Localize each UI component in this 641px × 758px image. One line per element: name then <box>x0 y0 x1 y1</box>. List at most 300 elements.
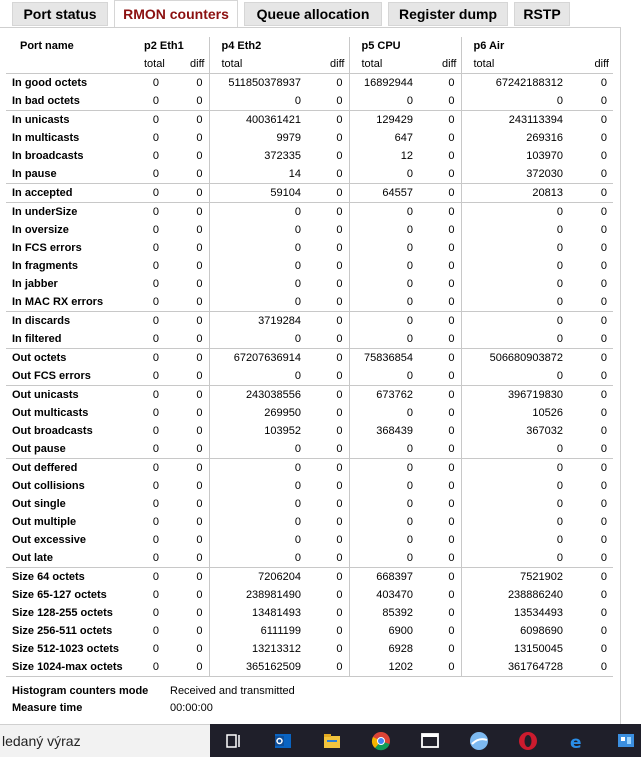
diff-cell: 0 <box>336 150 343 162</box>
diff-cell: 0 <box>448 498 455 510</box>
diff-cell: 0 <box>448 407 455 419</box>
total-cell: 0 <box>349 513 425 531</box>
total-cell: 269950 <box>209 404 313 422</box>
diff-cell: 0 <box>313 74 349 93</box>
tab-register-dump[interactable]: Register dump <box>388 2 508 26</box>
table-row <box>6 221 613 239</box>
diff-cell: 0 <box>448 589 455 601</box>
diff-cell: 0 <box>600 296 607 308</box>
total-cell: 0 <box>349 495 425 513</box>
total-cell: 0 <box>209 293 313 312</box>
total-cell: 0 <box>152 480 159 492</box>
tab-rmon-counters[interactable]: RMON counters <box>114 0 238 28</box>
total-cell: 0 <box>349 293 425 312</box>
diff-cell: 0 <box>196 443 203 455</box>
diff-cell: 0 <box>575 349 613 368</box>
total-cell: 0 <box>152 534 159 546</box>
total-cell: 0 <box>461 221 575 239</box>
control-panel-icon[interactable] <box>616 731 636 751</box>
total-cell: 0 <box>152 516 159 528</box>
row-label: Size 64 octets <box>6 568 134 587</box>
total-cell: 0 <box>152 443 159 455</box>
total-cell: 372030 <box>461 165 575 184</box>
diff-cell: 0 <box>575 184 613 203</box>
total-cell: 10526 <box>461 404 575 422</box>
diff-cell: 0 <box>336 168 343 180</box>
table-row <box>6 531 613 549</box>
sub-diff: diff <box>190 58 205 70</box>
diff-cell: 0 <box>196 95 203 107</box>
chrome-icon[interactable] <box>371 731 391 751</box>
total-cell: 20813 <box>461 184 575 203</box>
total-cell: 0 <box>461 367 575 386</box>
table-row <box>6 74 613 93</box>
diff-cell: 0 <box>448 168 455 180</box>
window-icon[interactable] <box>420 731 440 751</box>
total-cell: 368439 <box>349 422 425 440</box>
diff-cell: 0 <box>425 74 461 93</box>
diff-cell: 0 <box>600 589 607 601</box>
total-cell: 0 <box>461 330 575 349</box>
total-cell: 0 <box>152 552 159 564</box>
svg-text:e: e <box>570 733 582 751</box>
diff-cell: 0 <box>313 312 349 331</box>
row-label: In multicasts <box>12 132 80 144</box>
diff-cell: 0 <box>448 150 455 162</box>
diff-cell: 0 <box>313 459 349 478</box>
diff-cell: 0 <box>448 370 455 382</box>
total-cell: 0 <box>152 425 159 437</box>
table-row <box>6 459 613 478</box>
total-cell: 13481493 <box>209 604 313 622</box>
row-label: Out multiple <box>12 516 77 528</box>
total-cell: 0 <box>461 549 575 568</box>
row-label: Out octets <box>6 349 134 368</box>
diff-cell: 0 <box>600 370 607 382</box>
diff-cell: 0 <box>196 625 203 637</box>
task-view-icon[interactable] <box>224 731 244 751</box>
total-cell: 0 <box>461 531 575 549</box>
table-row <box>6 257 613 275</box>
diff-cell: 0 <box>313 658 349 677</box>
table-row <box>6 111 613 130</box>
table-row <box>6 604 613 622</box>
total-cell: 0 <box>209 239 313 257</box>
row-label: In bad octets <box>12 95 80 107</box>
diff-cell: 0 <box>600 498 607 510</box>
total-cell: 0 <box>209 275 313 293</box>
tab-port-status[interactable]: Port status <box>12 2 108 26</box>
diff-cell: 0 <box>336 242 343 254</box>
row-label: Out broadcasts <box>12 425 93 437</box>
diff-cell: 0 <box>336 625 343 637</box>
total-cell: 0 <box>461 293 575 312</box>
total-cell: 0 <box>209 459 313 478</box>
total-cell: 403470 <box>349 586 425 604</box>
total-cell: 0 <box>461 513 575 531</box>
measure-time-label: Measure time <box>12 702 83 714</box>
table-row <box>6 640 613 658</box>
diff-cell: 0 <box>336 607 343 619</box>
diff-cell: 0 <box>196 425 203 437</box>
taskbar <box>210 724 641 757</box>
row-label: Out collisions <box>12 480 85 492</box>
table-row <box>6 586 613 604</box>
edge-icon[interactable] <box>567 731 587 751</box>
table-row <box>6 386 613 405</box>
table-row <box>6 513 613 531</box>
total-cell: 0 <box>134 459 171 478</box>
diff-cell: 0 <box>196 516 203 528</box>
total-cell: 0 <box>152 132 159 144</box>
diff-cell: 0 <box>336 480 343 492</box>
total-cell: 0 <box>134 74 171 93</box>
diff-cell: 0 <box>425 386 461 405</box>
row-label: In discards <box>6 312 134 331</box>
diff-cell: 0 <box>575 203 613 222</box>
table-row <box>6 129 613 147</box>
sub-total: total <box>461 55 575 74</box>
row-label: In oversize <box>12 224 69 236</box>
table-row <box>6 622 613 640</box>
diff-cell: 0 <box>171 658 209 677</box>
diff-cell: 0 <box>196 480 203 492</box>
diff-cell: 0 <box>171 459 209 478</box>
diff-cell: 0 <box>336 589 343 601</box>
diff-cell: 0 <box>196 242 203 254</box>
row-label: Size 128-255 octets <box>12 607 113 619</box>
diff-cell: 0 <box>313 349 349 368</box>
diff-cell: 0 <box>336 278 343 290</box>
total-cell: 365162509 <box>209 658 313 677</box>
total-cell: 269316 <box>461 129 575 147</box>
total-cell: 13150045 <box>461 640 575 658</box>
measure-time-value: 00:00:00 <box>170 702 213 714</box>
diff-cell: 0 <box>196 607 203 619</box>
total-cell: 16892944 <box>349 74 425 93</box>
total-cell: 103970 <box>461 147 575 165</box>
total-cell: 511850378937 <box>209 74 313 93</box>
total-cell: 647 <box>349 129 425 147</box>
diff-cell: 0 <box>448 607 455 619</box>
tab-queue-allocation[interactable]: Queue allocation <box>244 2 382 26</box>
diff-cell: 0 <box>196 333 203 345</box>
histogram-mode-value: Received and transmitted <box>170 685 295 697</box>
diff-cell: 0 <box>448 425 455 437</box>
total-cell: 0 <box>152 643 159 655</box>
total-cell: 0 <box>209 330 313 349</box>
diff-cell: 0 <box>171 568 209 587</box>
tab-rstp[interactable]: RSTP <box>514 2 570 26</box>
total-cell: 6928 <box>349 640 425 658</box>
port-header-p2: p2 Eth1 <box>144 40 184 52</box>
diff-cell: 0 <box>600 150 607 162</box>
total-cell: 372335 <box>209 147 313 165</box>
diff-cell: 0 <box>600 242 607 254</box>
diff-cell: 0 <box>196 534 203 546</box>
total-cell: 14 <box>209 165 313 184</box>
total-cell: 0 <box>349 275 425 293</box>
table-row <box>6 312 613 331</box>
port-header-p4: p4 Eth2 <box>209 37 349 55</box>
row-label: In good octets <box>6 74 134 93</box>
table-row <box>6 549 613 568</box>
diff-cell: 0 <box>336 498 343 510</box>
port-header-p6: p6 Air <box>461 37 613 55</box>
total-cell: 0 <box>209 203 313 222</box>
table-header-sub <box>6 55 613 74</box>
row-label: In fragments <box>12 260 79 272</box>
table-row <box>6 147 613 165</box>
diff-cell: 0 <box>336 95 343 107</box>
diff-cell: 0 <box>171 312 209 331</box>
total-cell: 0 <box>152 625 159 637</box>
total-cell: 0 <box>152 260 159 272</box>
diff-cell: 0 <box>196 589 203 601</box>
total-cell: 0 <box>134 349 171 368</box>
diff-cell: 0 <box>575 312 613 331</box>
total-cell: 0 <box>349 92 425 111</box>
diff-cell: 0 <box>196 260 203 272</box>
diff-cell: 0 <box>425 203 461 222</box>
diff-cell: 0 <box>600 607 607 619</box>
browser-icon[interactable] <box>469 731 489 751</box>
total-cell: 0 <box>152 224 159 236</box>
total-cell: 0 <box>209 440 313 459</box>
diff-cell: 0 <box>336 516 343 528</box>
total-cell: 1202 <box>349 658 425 677</box>
diff-cell: 0 <box>425 658 461 677</box>
diff-cell: 0 <box>600 224 607 236</box>
diff-cell: 0 <box>448 296 455 308</box>
total-cell: 0 <box>461 477 575 495</box>
total-cell: 243038556 <box>209 386 313 405</box>
total-cell: 0 <box>349 203 425 222</box>
row-label: Size 512-1023 octets <box>12 643 120 655</box>
diff-cell: 0 <box>171 74 209 93</box>
total-cell: 0 <box>152 589 159 601</box>
row-label: Out pause <box>12 443 66 455</box>
total-cell: 396719830 <box>461 386 575 405</box>
total-cell: 0 <box>134 184 171 203</box>
diff-cell: 0 <box>171 184 209 203</box>
total-cell: 67207636914 <box>209 349 313 368</box>
total-cell: 0 <box>349 221 425 239</box>
table-row <box>6 440 613 459</box>
diff-cell: 0 <box>448 278 455 290</box>
diff-cell: 0 <box>336 260 343 272</box>
port-header-p5: p5 CPU <box>349 37 461 55</box>
diff-cell: 0 <box>313 184 349 203</box>
total-cell: 0 <box>349 404 425 422</box>
diff-cell: 0 <box>600 168 607 180</box>
total-cell: 0 <box>152 168 159 180</box>
row-label: Out deffered <box>6 459 134 478</box>
outlook-icon[interactable] <box>273 731 293 751</box>
table-row <box>6 203 613 222</box>
diff-cell: 0 <box>425 349 461 368</box>
row-label: Out multicasts <box>12 407 89 419</box>
row-label: Out single <box>12 498 66 510</box>
diff-cell: 0 <box>196 370 203 382</box>
table-row <box>6 330 613 349</box>
total-cell: 0 <box>209 549 313 568</box>
diff-cell: 0 <box>196 224 203 236</box>
total-cell: 0 <box>152 150 159 162</box>
table-row <box>6 275 613 293</box>
total-cell: 0 <box>349 257 425 275</box>
diff-cell: 0 <box>448 443 455 455</box>
diff-cell: 0 <box>425 184 461 203</box>
table-row <box>6 92 613 111</box>
diff-cell: 0 <box>448 333 455 345</box>
diff-cell: 0 <box>196 643 203 655</box>
sub-diff: diff <box>442 58 457 70</box>
diff-cell: 0 <box>448 260 455 272</box>
diff-cell: 0 <box>313 111 349 130</box>
row-label: Size 1024-max octets <box>6 658 134 677</box>
total-cell: 238981490 <box>209 586 313 604</box>
diff-cell: 0 <box>336 296 343 308</box>
diff-cell: 0 <box>600 643 607 655</box>
row-label: In MAC RX errors <box>12 296 104 308</box>
diff-cell: 0 <box>600 443 607 455</box>
diff-cell: 0 <box>448 224 455 236</box>
total-cell: 0 <box>209 92 313 111</box>
total-cell: 0 <box>461 275 575 293</box>
diff-cell: 0 <box>196 552 203 564</box>
diff-cell: 0 <box>448 95 455 107</box>
diff-cell: 0 <box>425 312 461 331</box>
diff-cell: 0 <box>196 278 203 290</box>
diff-cell: 0 <box>575 386 613 405</box>
row-label: In filtered <box>12 333 62 345</box>
diff-cell: 0 <box>600 333 607 345</box>
total-cell: 7206204 <box>209 568 313 587</box>
total-cell: 0 <box>461 440 575 459</box>
total-cell: 6111199 <box>209 622 313 640</box>
total-cell: 0 <box>349 531 425 549</box>
diff-cell: 0 <box>448 480 455 492</box>
total-cell: 506680903872 <box>461 349 575 368</box>
total-cell: 75836854 <box>349 349 425 368</box>
table-row <box>6 658 613 677</box>
total-cell: 0 <box>461 459 575 478</box>
row-label: In jabber <box>12 278 58 290</box>
total-cell: 0 <box>349 312 425 331</box>
total-cell: 0 <box>152 607 159 619</box>
total-cell: 0 <box>209 367 313 386</box>
diff-cell: 0 <box>448 242 455 254</box>
diff-cell: 0 <box>448 643 455 655</box>
row-label: In underSize <box>6 203 134 222</box>
sub-diff: diff <box>594 58 609 70</box>
total-cell: 0 <box>349 440 425 459</box>
table-row <box>6 184 613 203</box>
total-cell: 64557 <box>349 184 425 203</box>
total-cell: 103952 <box>209 422 313 440</box>
total-cell: 6098690 <box>461 622 575 640</box>
total-cell: 0 <box>152 333 159 345</box>
row-label: Out unicasts <box>6 386 134 405</box>
diff-cell: 0 <box>196 168 203 180</box>
diff-cell: 0 <box>196 407 203 419</box>
opera-icon[interactable] <box>518 731 538 751</box>
diff-cell: 0 <box>313 203 349 222</box>
diff-cell: 0 <box>600 516 607 528</box>
table-row <box>6 349 613 368</box>
port-name-header: Port name <box>20 40 74 52</box>
total-cell: 0 <box>349 330 425 349</box>
total-cell: 361764728 <box>461 658 575 677</box>
table-header-ports <box>6 37 613 55</box>
row-label: In accepted <box>6 184 134 203</box>
sub-total: total <box>209 55 313 74</box>
row-label: Out FCS errors <box>12 370 91 382</box>
diff-cell: 0 <box>336 643 343 655</box>
diff-cell: 0 <box>600 278 607 290</box>
diff-cell: 0 <box>336 534 343 546</box>
total-cell: 0 <box>461 312 575 331</box>
total-cell: 367032 <box>461 422 575 440</box>
total-cell: 0 <box>209 513 313 531</box>
diff-cell: 0 <box>171 386 209 405</box>
total-cell: 0 <box>152 498 159 510</box>
file-explorer-icon[interactable] <box>322 731 342 751</box>
total-cell: 7521902 <box>461 568 575 587</box>
diff-cell: 0 <box>336 552 343 564</box>
total-cell: 0 <box>152 95 159 107</box>
diff-cell: 0 <box>575 459 613 478</box>
diff-cell: 0 <box>425 111 461 130</box>
total-cell: 238886240 <box>461 586 575 604</box>
total-cell: 0 <box>349 549 425 568</box>
table-row <box>6 568 613 587</box>
diff-cell: 0 <box>336 407 343 419</box>
diff-cell: 0 <box>600 407 607 419</box>
total-cell: 0 <box>461 239 575 257</box>
diff-cell: 0 <box>336 425 343 437</box>
row-label: Size 65-127 octets <box>12 589 107 601</box>
diff-cell: 0 <box>171 203 209 222</box>
total-cell: 0 <box>209 531 313 549</box>
diff-cell: 0 <box>600 534 607 546</box>
diff-cell: 0 <box>336 132 343 144</box>
total-cell: 0 <box>209 257 313 275</box>
diff-cell: 0 <box>336 443 343 455</box>
diff-cell: 0 <box>600 552 607 564</box>
table-row <box>6 367 613 386</box>
diff-cell: 0 <box>425 459 461 478</box>
total-cell: 59104 <box>209 184 313 203</box>
total-cell: 0 <box>152 278 159 290</box>
diff-cell: 0 <box>336 224 343 236</box>
total-cell: 0 <box>134 568 171 587</box>
total-cell: 0 <box>134 386 171 405</box>
taskbar-search-input[interactable]: ledaný výraz <box>0 724 210 757</box>
total-cell: 0 <box>349 239 425 257</box>
table-row <box>6 404 613 422</box>
total-cell: 0 <box>349 459 425 478</box>
total-cell: 0 <box>152 242 159 254</box>
total-cell: 0 <box>461 257 575 275</box>
diff-cell: 0 <box>600 132 607 144</box>
diff-cell: 0 <box>600 480 607 492</box>
total-cell: 0 <box>461 203 575 222</box>
diff-cell: 0 <box>196 150 203 162</box>
row-label: In broadcasts <box>12 150 84 162</box>
sub-diff: diff <box>330 58 345 70</box>
